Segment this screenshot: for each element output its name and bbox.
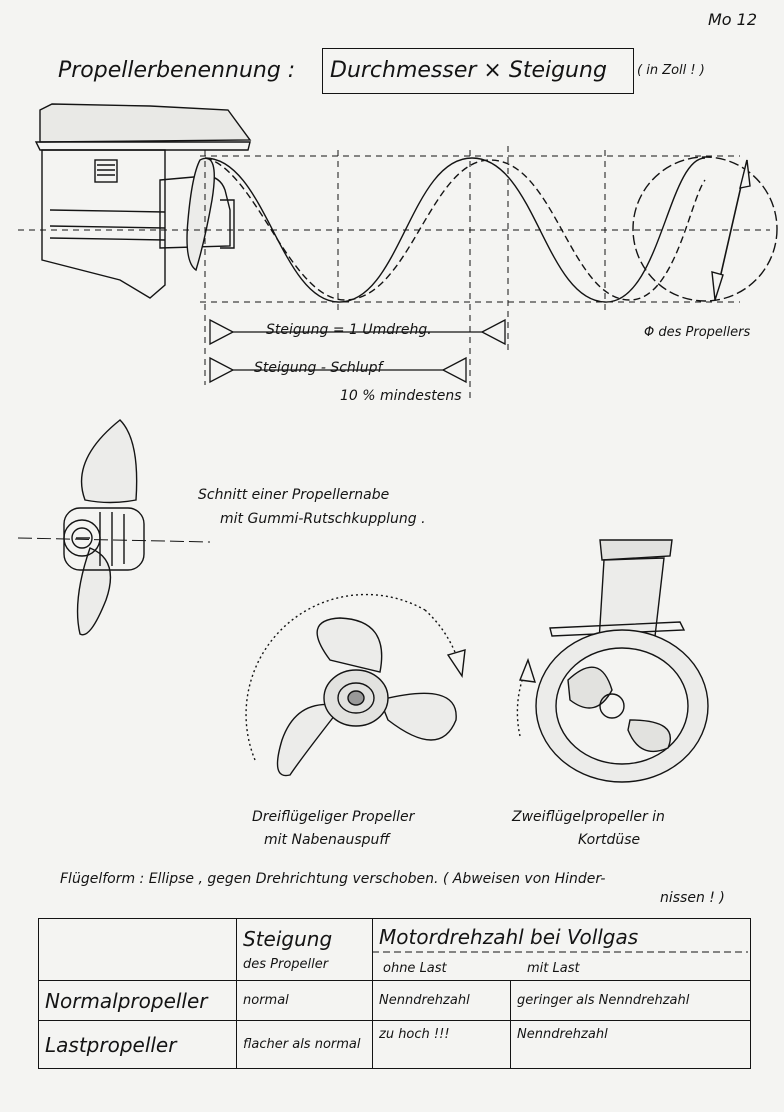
kort-nozzle-illustration	[517, 540, 708, 782]
blade-form-line1: Flügelform : Ellipse , gegen Drehrichtung verschoben. ( Abweisen von Hinder-	[60, 871, 606, 887]
row-noload: zu hoch !!!	[373, 1021, 511, 1069]
kort-caption-line2: Kortdüse	[578, 832, 641, 848]
row-load: Nenndrehzahl	[511, 1021, 751, 1069]
three-blade-propeller-illustration	[246, 595, 465, 776]
row-name: Lastpropeller	[39, 1021, 237, 1069]
label-diameter: Φ des Propellers	[644, 325, 751, 340]
kort-caption-line1: Zweiflügelpropeller in	[512, 809, 665, 825]
row-noload: Nenndrehzahl	[373, 981, 511, 1021]
propeller-comparison-table	[38, 918, 751, 1069]
page-number: Mo 12	[708, 10, 758, 29]
label-slip-min: 10 % mindestens	[340, 388, 462, 404]
header-rpm-load: mit Last	[527, 961, 580, 976]
header-pitch-title: Steigung	[243, 927, 333, 951]
hub-caption-line2: mit Gummi-Rutschkupplung .	[220, 511, 426, 527]
three-blade-caption-line2: mit Nabenauspuff	[264, 832, 390, 848]
header-rpm-title: Motordrehzahl bei Vollgas	[379, 925, 639, 949]
row-pitch: flacher als normal	[237, 1021, 373, 1069]
table-corner-cell	[39, 919, 237, 981]
blade-form-line2: nissen ! )	[660, 890, 725, 906]
outboard-leg-illustration	[36, 104, 250, 298]
header-pitch	[237, 919, 373, 981]
title-boxed-text: Durchmesser × Steigung	[330, 58, 607, 83]
table-row	[39, 981, 751, 1021]
label-slip: Steigung - Schlupf	[254, 360, 383, 376]
three-blade-caption-line1: Dreiflügeliger Propeller	[252, 809, 415, 825]
row-pitch: normal	[237, 981, 373, 1021]
row-load: geringer als Nenndrehzahl	[511, 981, 751, 1021]
title-prefix: Propellerbenennung :	[58, 58, 296, 83]
pitch-helix-curves	[205, 158, 705, 302]
header-pitch-sub: des Propeller	[243, 957, 329, 972]
label-pitch: Steigung = 1 Umdrehg.	[266, 322, 432, 338]
table-row	[39, 1021, 751, 1069]
propeller-diameter-circle	[633, 157, 777, 301]
hub-section-illustration	[18, 420, 210, 635]
header-rpm-noload: ohne Last	[383, 961, 447, 976]
title-note: ( in Zoll ! )	[637, 63, 705, 78]
row-name: Normalpropeller	[39, 981, 237, 1021]
hub-caption-line1: Schnitt einer Propellernabe	[198, 487, 390, 503]
header-rpm	[373, 919, 751, 981]
